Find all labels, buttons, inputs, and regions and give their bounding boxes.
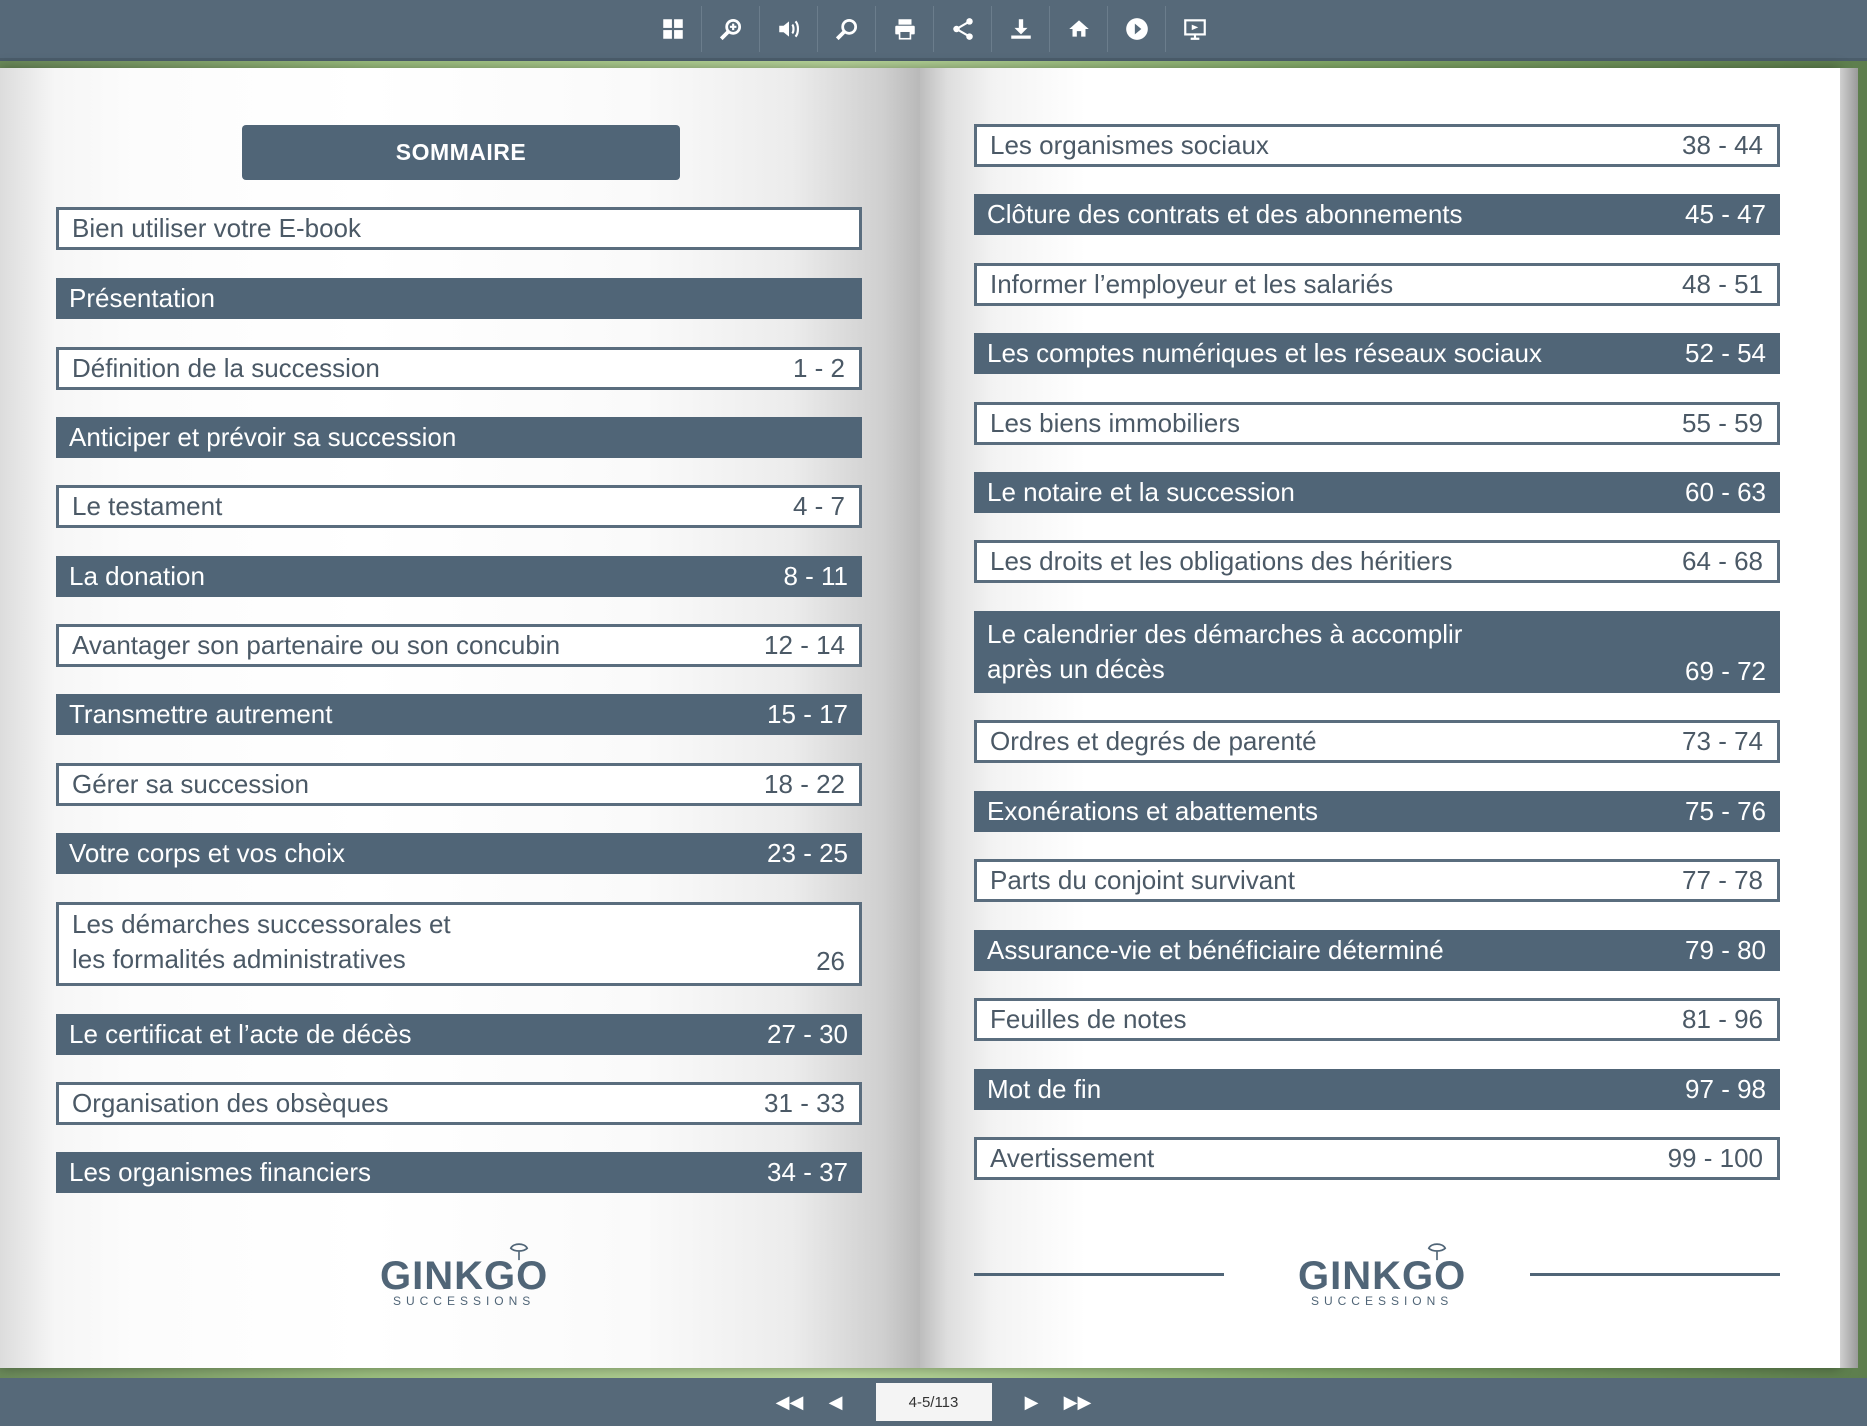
toc-entry[interactable]	[56, 694, 862, 735]
toc-entry-title: Avertissement	[990, 1143, 1155, 1173]
toc-entry[interactable]	[56, 485, 862, 528]
toc-entry-pages: 97 - 98	[1685, 1074, 1766, 1104]
double-chevron-right-icon: ▶▶	[1063, 1391, 1092, 1412]
toc-entry-pages: 26	[816, 946, 845, 976]
toc-entry[interactable]	[56, 556, 862, 597]
sound-button[interactable]	[760, 6, 818, 52]
toc-entry-title: Les biens immobiliers	[990, 408, 1240, 438]
toc-entry-title: Feuilles de notes	[990, 1004, 1187, 1034]
autoplay-button[interactable]	[1108, 6, 1166, 52]
toc-entry-title: Le notaire et la succession	[987, 477, 1295, 507]
toc-entry[interactable]	[56, 833, 862, 874]
ginkgo-logo	[380, 1256, 548, 1308]
toc-entry[interactable]	[974, 333, 1780, 374]
toc-entry-pages: 15 - 17	[767, 699, 848, 729]
toc-entry-title: Présentation	[69, 283, 215, 313]
right-page[interactable]	[920, 68, 1840, 1368]
logo-wordmark: GINKGO	[380, 1254, 549, 1298]
toc-entry-pages: 48 - 51	[1682, 269, 1763, 299]
summary-title: SOMMAIRE	[242, 125, 680, 180]
fullscreen-icon	[1182, 16, 1208, 42]
toc-entry-title: Assurance-vie et bénéficiaire déterminé	[987, 935, 1444, 965]
book-edge	[1840, 68, 1858, 1368]
double-chevron-left-icon: ◀◀	[775, 1391, 804, 1412]
toc-entry[interactable]	[974, 720, 1780, 763]
flipbook	[0, 68, 1840, 1368]
toc-entry-pages: 23 - 25	[767, 838, 848, 868]
toc-entry-pages: 31 - 33	[764, 1088, 845, 1118]
toc-entry[interactable]	[56, 763, 862, 806]
toc-entry-pages: 38 - 44	[1682, 130, 1763, 160]
footer-rule-left	[974, 1273, 1224, 1276]
toc-entry-pages: 79 - 80	[1685, 935, 1766, 965]
toc-entry-pages: 69 - 72	[1685, 656, 1766, 686]
toc-entry-title: Avantager son partenaire ou son concubin	[72, 630, 561, 660]
page-number-input[interactable]	[876, 1383, 992, 1421]
search-icon	[834, 16, 860, 42]
toc-entry-title: Définition de la succession	[72, 353, 380, 383]
toc-entry-pages: 99 - 100	[1667, 1143, 1763, 1173]
toc-entry-title: Le certificat et l’acte de décès	[69, 1019, 412, 1049]
top-toolbar	[0, 0, 1867, 61]
toc-entry[interactable]	[974, 263, 1780, 306]
toc-entry-pages: 8 - 11	[783, 561, 848, 591]
share-button[interactable]	[934, 6, 992, 52]
toc-entry[interactable]	[56, 1014, 862, 1055]
toc-entry-title: Organisation des obsèques	[72, 1088, 389, 1118]
toc-entry-pages: 4 - 7	[792, 491, 845, 521]
share-icon	[950, 16, 976, 42]
download-button[interactable]	[992, 6, 1050, 52]
previous-page-button[interactable]	[820, 1392, 852, 1413]
toc-entry-pages: 73 - 74	[1682, 726, 1763, 756]
sound-icon	[776, 16, 802, 42]
toc-entry-pages: 34 - 37	[767, 1157, 848, 1187]
logo-subtitle: SUCCESSIONS	[1310, 1294, 1454, 1308]
thumbnails-icon	[660, 16, 686, 42]
chevron-left-icon: ◀	[828, 1391, 843, 1412]
toc-entry[interactable]	[974, 540, 1780, 583]
toc-entry[interactable]	[974, 1069, 1780, 1110]
logo-subtitle: SUCCESSIONS	[392, 1294, 536, 1308]
toc-entry-title: Les comptes numériques et les réseaux sociaux	[987, 338, 1542, 368]
toc-entry-pages: 75 - 76	[1685, 796, 1766, 826]
toc-entry-pages: 77 - 78	[1682, 865, 1763, 895]
toc-entry-pages: 1 - 2	[792, 353, 845, 383]
chevron-right-icon: ▶	[1024, 1391, 1039, 1412]
toc-entry-pages: 18 - 22	[764, 769, 845, 799]
toc-entry-title: Les organismes sociaux	[990, 130, 1269, 160]
toc-entry[interactable]	[974, 1137, 1780, 1180]
toc-entry-title: Ordres et degrés de parenté	[990, 726, 1317, 756]
toc-entry[interactable]	[974, 402, 1780, 445]
toc-entry-title: Gérer sa succession	[72, 769, 309, 799]
toc-entry-title: Bien utiliser votre E-book	[72, 213, 362, 243]
toc-entry-title: Le testament	[72, 491, 223, 521]
home-button[interactable]	[1050, 6, 1108, 52]
toc-entry-pages: 64 - 68	[1682, 546, 1763, 576]
toc-entry-title: Transmettre autrement	[69, 699, 333, 729]
toc-entry-title: Parts du conjoint survivant	[990, 865, 1295, 895]
toc-entry-title: Votre corps et vos choix	[69, 838, 346, 868]
zoom-in-button[interactable]	[702, 6, 760, 52]
ginkgo-leaf-icon	[508, 1240, 530, 1262]
toc-entry-title: Clôture des contrats et des abonnements	[987, 199, 1463, 229]
toc-entry[interactable]	[56, 347, 862, 390]
toc-entry[interactable]	[56, 624, 862, 667]
toc-entry-title: La donation	[69, 561, 205, 591]
ginkgo-leaf-icon	[1426, 1240, 1448, 1262]
toc-entry-pages: 55 - 59	[1682, 408, 1763, 438]
toc-entry[interactable]	[56, 1152, 862, 1193]
ginkgo-logo	[1298, 1256, 1466, 1308]
toc-entry-title: Les démarches successorales et les formalités administratives	[72, 909, 451, 974]
thumbnails-button[interactable]	[644, 6, 702, 52]
toc-entry[interactable]	[56, 1082, 862, 1125]
fullscreen-button[interactable]	[1166, 6, 1223, 52]
print-icon	[892, 16, 918, 42]
toc-entry[interactable]	[56, 417, 862, 458]
logo-wordmark: GINKGO	[1298, 1254, 1467, 1298]
download-icon	[1008, 16, 1034, 42]
toc-entry[interactable]	[974, 930, 1780, 971]
toc-entry-title: Exonérations et abattements	[987, 796, 1318, 826]
toc-entry[interactable]	[974, 124, 1780, 167]
toc-entry[interactable]	[974, 194, 1780, 235]
toc-entry[interactable]	[56, 902, 862, 986]
footer-rule-right	[1530, 1273, 1780, 1276]
first-page-button[interactable]	[774, 1392, 806, 1413]
bottom-navigation	[0, 1378, 1867, 1426]
autoplay-icon	[1124, 16, 1150, 42]
toc-entry-title: Anticiper et prévoir sa succession	[69, 422, 457, 452]
next-page-button[interactable]	[1016, 1392, 1048, 1413]
toc-entry-title: Mot de fin	[987, 1074, 1102, 1104]
toc-entry-title: Informer l’employeur et les salariés	[990, 269, 1394, 299]
left-page[interactable]	[0, 68, 920, 1368]
toc-entry-pages: 12 - 14	[764, 630, 845, 660]
search-button[interactable]	[818, 6, 876, 52]
home-icon	[1066, 16, 1092, 42]
toc-entry-pages: 45 - 47	[1685, 199, 1766, 229]
toc-entry-title: Le calendrier des démarches à accomplir après un décès	[987, 619, 1463, 684]
zoom-in-icon	[718, 16, 744, 42]
toc-entry[interactable]	[56, 278, 862, 319]
last-page-button[interactable]	[1062, 1392, 1094, 1413]
toc-entry-pages: 27 - 30	[767, 1019, 848, 1049]
toc-entry[interactable]	[974, 859, 1780, 902]
toc-entry-title: Les organismes financiers	[69, 1157, 372, 1187]
toc-entry[interactable]	[974, 472, 1780, 513]
toc-entry[interactable]	[56, 207, 862, 250]
toc-entry-title: Les droits et les obligations des héritiers	[990, 546, 1453, 576]
toc-entry[interactable]	[974, 791, 1780, 832]
toc-entry-pages: 52 - 54	[1685, 338, 1766, 368]
toc-entry-pages: 60 - 63	[1685, 477, 1766, 507]
toc-entry-pages: 81 - 96	[1682, 1004, 1763, 1034]
toc-entry[interactable]	[974, 998, 1780, 1041]
print-button[interactable]	[876, 6, 934, 52]
toc-entry[interactable]	[974, 611, 1780, 693]
